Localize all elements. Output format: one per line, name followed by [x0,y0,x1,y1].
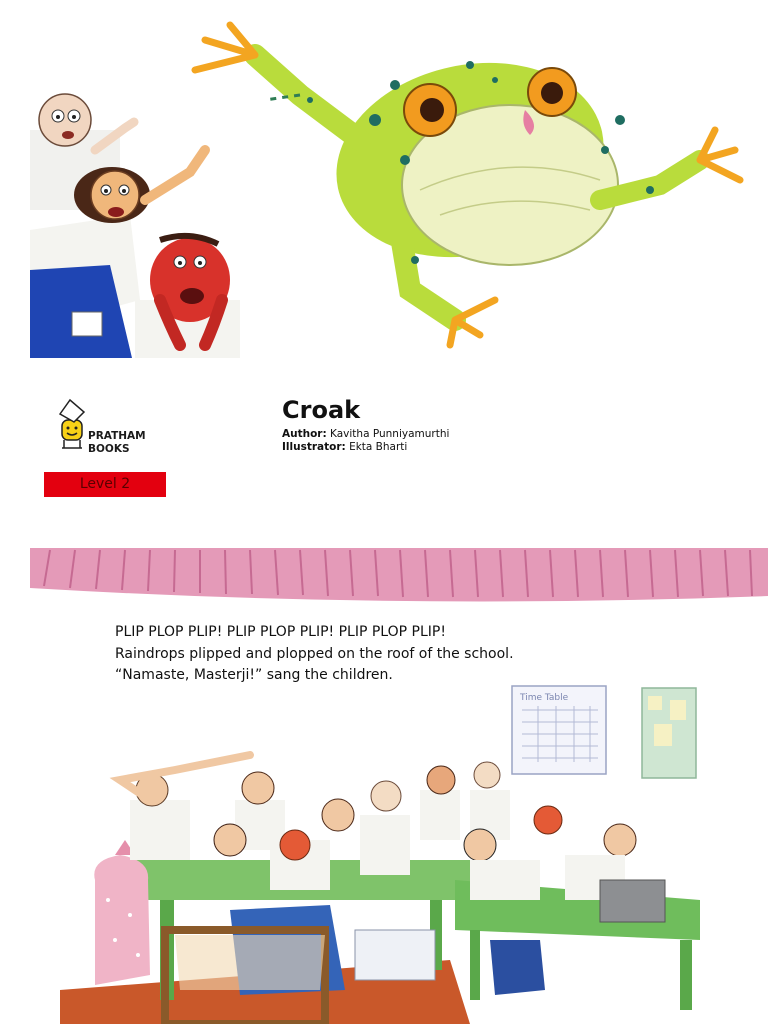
illustrator-label: Illustrator: [282,441,346,453]
notice-board [642,688,696,778]
story-line-3: “Namaste, Masterji!” sang the children. [115,667,393,683]
publisher-line-1: PRATHAM [88,430,146,442]
classroom-illustration [0,680,768,1024]
publisher-name [88,430,146,456]
story-line-1: PLIP PLOP PLIP! PLIP PLOP PLIP! PLIP PLOP PLIP! [115,624,446,640]
frog [195,25,740,345]
publisher-line-2: BOOKS [88,443,130,455]
timetable-chart [512,686,606,774]
illustrator-line [282,441,449,454]
level-badge: Level 2 [44,472,166,497]
story-line-2: Raindrops plipped and plopped on the roof of the school. [115,645,514,662]
book-title: Croak [282,396,361,424]
timetable-label: Time Table [520,693,569,703]
cover-illustration [0,0,768,360]
author-line [282,428,449,441]
book-credits [282,428,449,454]
scared-children [30,94,240,358]
author-name: Kavitha Punniyamurthi [330,428,450,440]
illustrator-name: Ekta Bharti [349,441,408,453]
reading-child-icon [60,400,84,448]
school-roof-illustration [30,548,768,606]
author-label: Author: [282,428,327,440]
story-text [115,622,675,687]
